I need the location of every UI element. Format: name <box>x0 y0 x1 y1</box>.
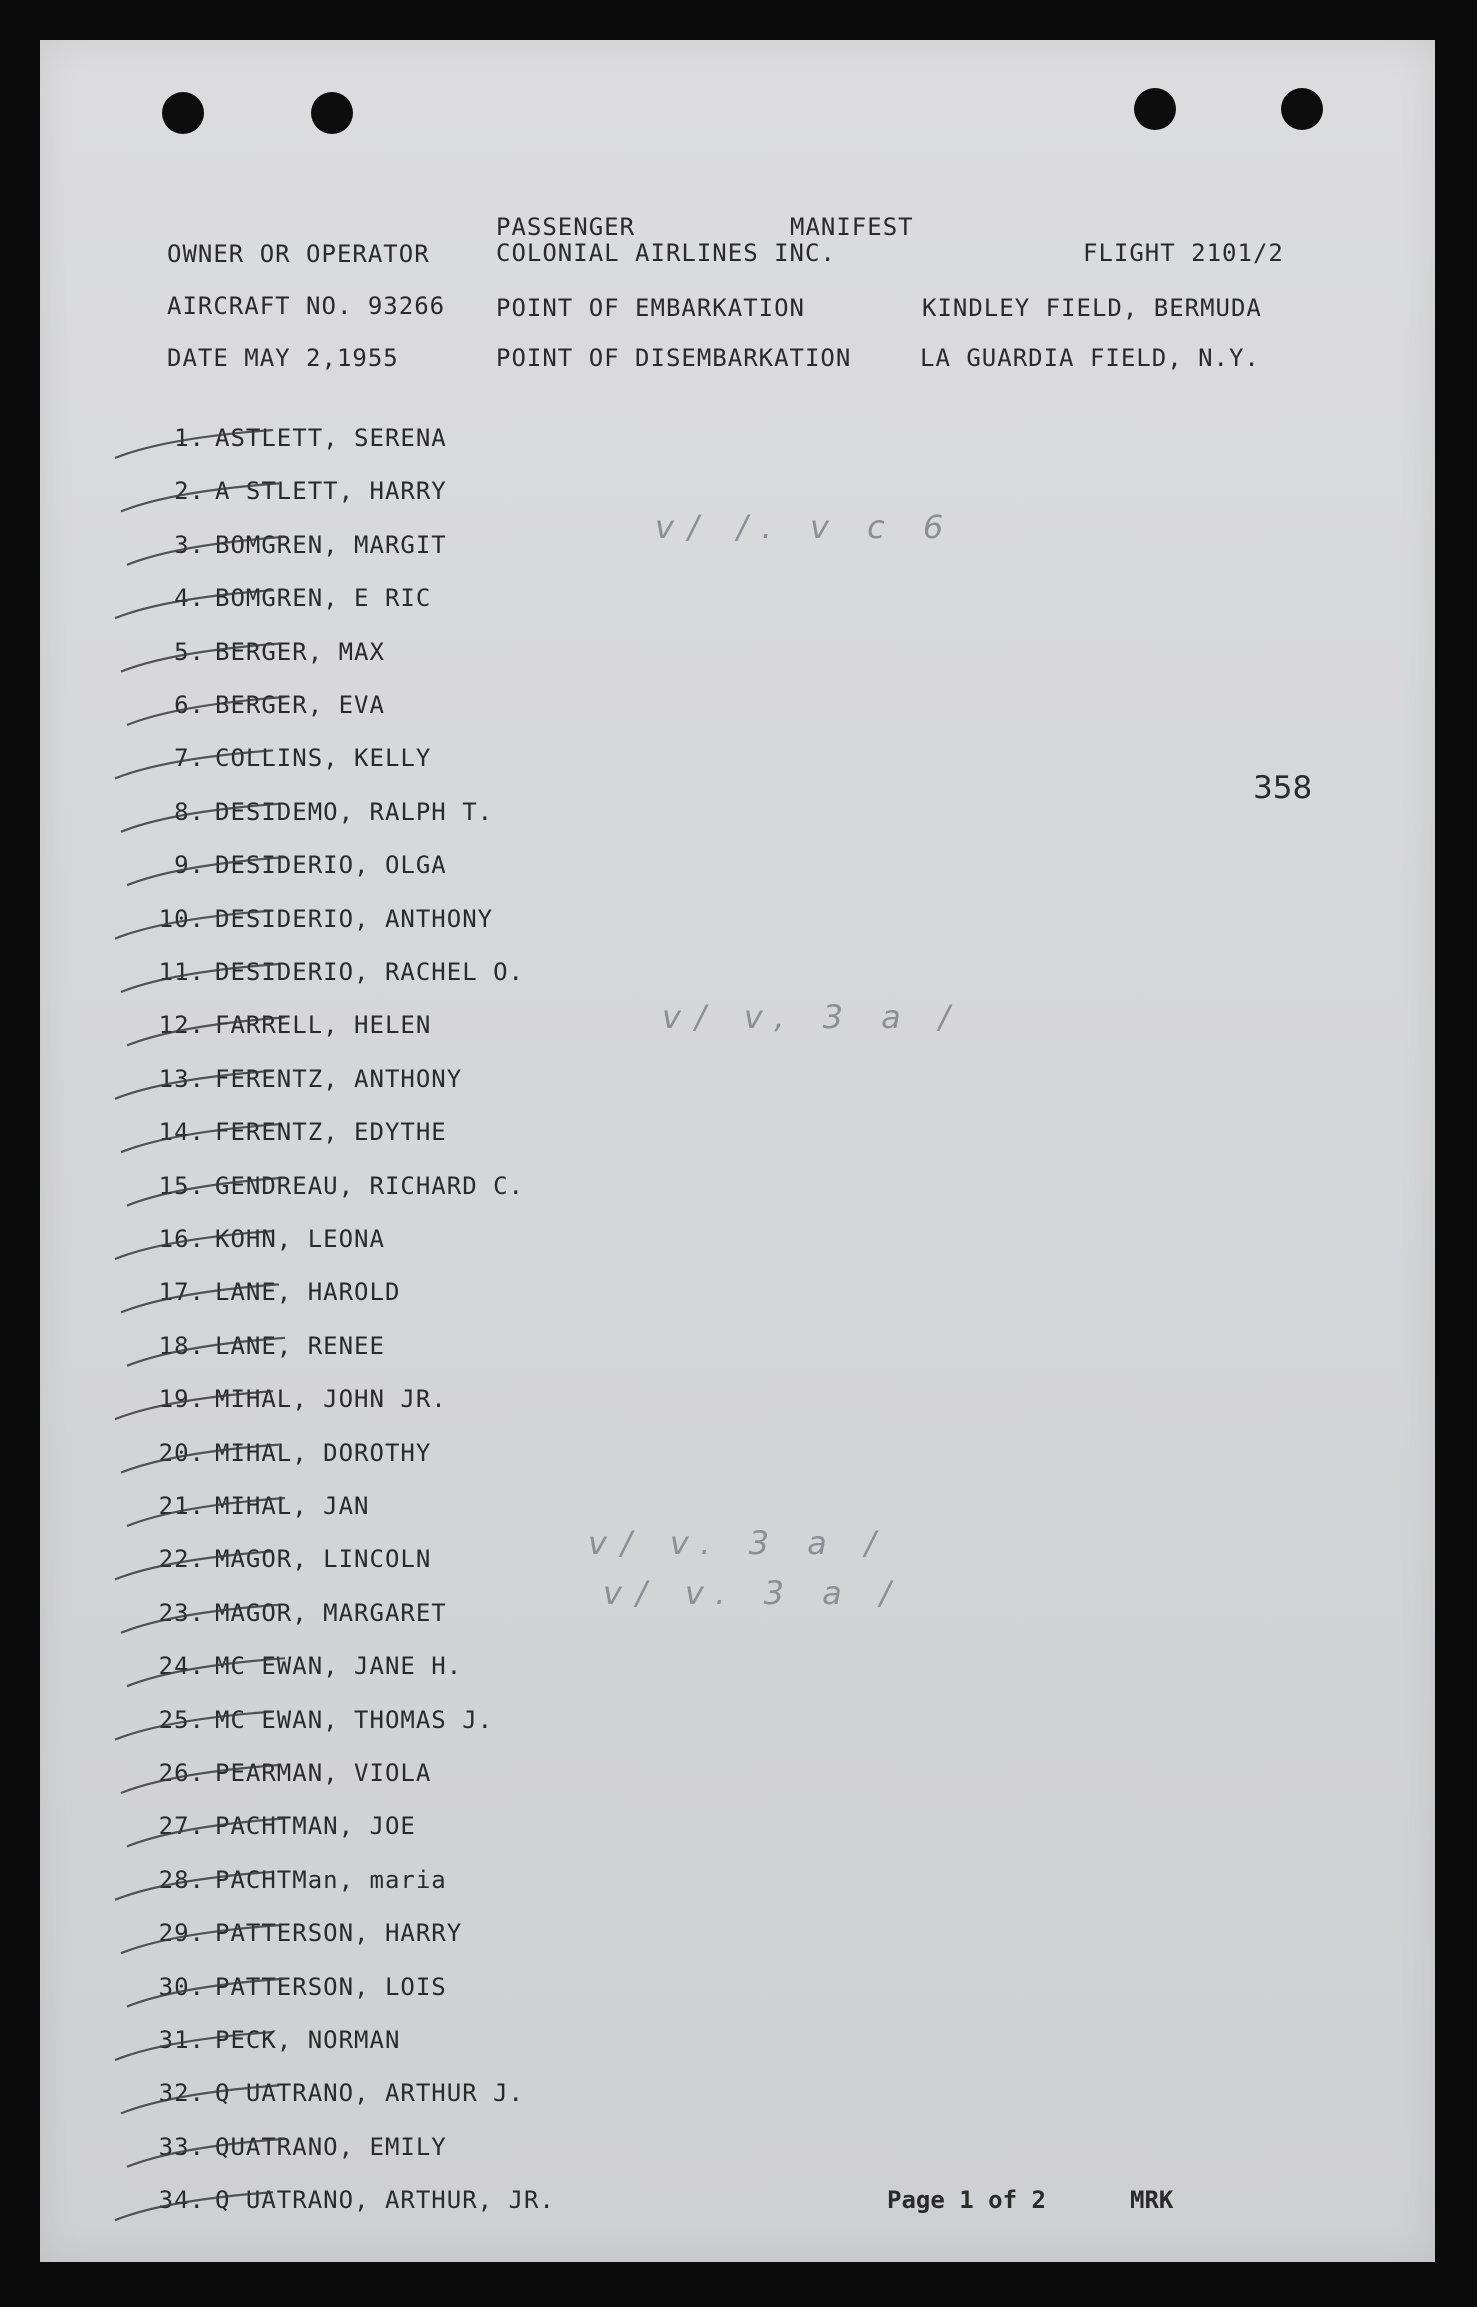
pencil-note: v/ /. v c 6 <box>655 508 958 546</box>
passenger-name: FERENTZ, EDYTHE <box>215 1118 447 1147</box>
manifest-date: DATE MAY 2,1955 <box>167 344 399 372</box>
disembarkation-label: POINT OF DISEMBARKATION <box>496 344 852 372</box>
passenger-row <box>145 1812 416 1840</box>
owner-label: OWNER OR OPERATOR <box>167 240 430 268</box>
passenger-number: 14. <box>158 1118 205 1147</box>
passenger-row <box>145 2186 555 2214</box>
passenger-number: 4. <box>174 584 205 613</box>
passenger-row <box>145 1492 370 1520</box>
passenger-row <box>145 1599 447 1627</box>
passenger-row <box>145 798 493 826</box>
passenger-name: A STLETT, HARRY <box>215 477 447 506</box>
passenger-name: LANE, RENEE <box>215 1331 385 1360</box>
stamped-page-number: 358 <box>1253 770 1313 806</box>
passenger-number: 31. <box>158 2026 205 2054</box>
passenger-name: PATTERSON, LOIS <box>215 1972 447 2001</box>
passenger-number: 28. <box>158 1865 205 1894</box>
embarkation-value: KINDLEY FIELD, BERMUDA <box>922 294 1262 322</box>
passenger-name: MIHAL, DOROTHY <box>215 1438 432 1467</box>
passenger-name: DESIDERIO, ANTHONY <box>215 904 494 933</box>
passenger-number: 26. <box>158 1759 205 1787</box>
passenger-number: 15. <box>158 1171 205 1200</box>
passenger-number: 27. <box>158 1812 205 1841</box>
passenger-name: MAGOR, MARGARET <box>215 1598 447 1627</box>
passenger-row <box>145 744 431 772</box>
passenger-number: 34. <box>158 2186 205 2215</box>
passenger-name: MC EWAN, JANE H. <box>215 1652 463 1681</box>
passenger-number: 30. <box>158 1972 205 2001</box>
passenger-number: 9. <box>174 851 205 880</box>
passenger-row <box>145 958 524 986</box>
passenger-number: 24. <box>158 1652 205 1681</box>
passenger-row <box>145 2026 400 2054</box>
passenger-name: BERGER, EVA <box>215 691 385 719</box>
passenger-name: ASTLETT, SERENA <box>215 424 447 452</box>
passenger-name: GENDREAU, RICHARD C. <box>215 1171 524 1200</box>
disembarkation-value: LA GUARDIA FIELD, N.Y. <box>920 344 1260 372</box>
pencil-note: v/ v, 3 a / <box>662 998 964 1036</box>
passenger-name: DESIDERIO, RACHEL O. <box>215 958 524 986</box>
passenger-name: FERENTZ, ANTHONY <box>215 1064 463 1093</box>
owner-value: COLONIAL AIRLINES INC. <box>496 239 836 267</box>
passenger-name: QUATRANO, EMILY <box>215 2132 447 2161</box>
passenger-name: DESIDEMO, RALPH T. <box>215 797 494 826</box>
passenger-row <box>145 2079 524 2107</box>
passenger-row <box>145 1172 524 1200</box>
passenger-number: 33. <box>158 2132 205 2161</box>
passenger-name: MIHAL, JOHN JR. <box>215 1385 447 1414</box>
passenger-row <box>145 905 493 933</box>
passenger-number: 3. <box>174 530 205 559</box>
passenger-number: 22. <box>158 1545 205 1574</box>
passenger-name: Q UATRANO, ARTHUR J. <box>215 2079 524 2108</box>
passenger-number: 16. <box>158 1225 205 1253</box>
clerk-initials: MRK <box>1130 2186 1174 2214</box>
passenger-row <box>145 1866 447 1894</box>
pencil-note: v/ v. 3 a / <box>603 1574 905 1612</box>
passenger-name: BOMGREN, E RIC <box>215 584 432 613</box>
passenger-name: PECK, NORMAN <box>215 2026 401 2054</box>
passenger-row <box>145 1118 447 1146</box>
passenger-number: 6. <box>174 691 205 719</box>
embarkation-label: POINT OF EMBARKATION <box>496 294 805 322</box>
passenger-row <box>145 1652 462 1680</box>
passenger-name: COLLINS, KELLY <box>215 744 432 773</box>
passenger-number: 13. <box>158 1064 205 1093</box>
passenger-number: 32. <box>158 2079 205 2108</box>
passenger-name: PACHTMan, maria <box>215 1865 447 1894</box>
passenger-number: 5. <box>174 637 205 666</box>
passenger-number: 12. <box>158 1011 205 1040</box>
passenger-number: 19. <box>158 1385 205 1414</box>
passenger-name: PEARMAN, VIOLA <box>215 1759 432 1787</box>
manifest-title-manifest: MANIFEST <box>790 213 914 241</box>
passenger-row <box>145 851 447 879</box>
passenger-row <box>145 1919 462 1947</box>
passenger-row <box>145 2133 447 2161</box>
passenger-row <box>145 1973 447 2001</box>
passenger-row <box>145 1225 385 1253</box>
passenger-row <box>145 1385 447 1413</box>
passenger-number: 2. <box>174 477 205 506</box>
passenger-name: MC EWAN, THOMAS J. <box>215 1705 494 1734</box>
passenger-name: DESIDERIO, OLGA <box>215 851 447 880</box>
passenger-row <box>145 1278 400 1306</box>
passenger-name: LANE, HAROLD <box>215 1278 401 1307</box>
passenger-number: 1. <box>174 424 205 452</box>
passenger-row <box>145 1065 462 1093</box>
passenger-name: Q UATRANO, ARTHUR, JR. <box>215 2186 555 2215</box>
passenger-name: PATTERSON, HARRY <box>215 1919 463 1948</box>
passenger-number: 25. <box>158 1705 205 1734</box>
passenger-row <box>145 1706 493 1734</box>
passenger-number: 29. <box>158 1919 205 1948</box>
passenger-row <box>145 584 431 612</box>
passenger-number: 8. <box>174 797 205 826</box>
passenger-row <box>145 531 447 559</box>
passenger-name: BERGER, MAX <box>215 637 385 666</box>
pencil-note: v/ v. 3 a / <box>588 1524 890 1562</box>
flight-number: FLIGHT 2101/2 <box>1083 239 1284 267</box>
passenger-number: 7. <box>174 744 205 773</box>
passenger-number: 21. <box>158 1492 205 1520</box>
manifest-title-passenger: PASSENGER <box>496 213 636 241</box>
passenger-row <box>145 1439 431 1467</box>
passenger-number: 17. <box>158 1278 205 1307</box>
passenger-row <box>145 1332 385 1360</box>
aircraft-number: AIRCRAFT NO. 93266 <box>167 292 446 320</box>
passenger-number: 20. <box>158 1438 205 1467</box>
passenger-number: 23. <box>158 1598 205 1627</box>
passenger-row <box>145 691 385 719</box>
passenger-name: MIHAL, JAN <box>215 1492 370 1520</box>
page-of-indicator: Page 1 of 2 <box>887 2186 1046 2214</box>
passenger-number: 18. <box>158 1331 205 1360</box>
passenger-name: BOMGREN, MARGIT <box>215 530 447 559</box>
passenger-row <box>145 1545 431 1573</box>
passenger-row <box>145 477 447 505</box>
passenger-row <box>145 638 385 666</box>
passenger-name: MAGOR, LINCOLN <box>215 1545 432 1574</box>
passenger-number: 11. <box>158 958 205 986</box>
passenger-number: 10. <box>158 904 205 933</box>
passenger-name: KOHN, LEONA <box>215 1225 385 1253</box>
passenger-row <box>145 1011 431 1039</box>
passenger-name: PACHTMAN, JOE <box>215 1812 416 1841</box>
passenger-row <box>145 424 447 452</box>
passenger-name: FARRELL, HELEN <box>215 1011 432 1040</box>
passenger-row <box>145 1759 431 1787</box>
